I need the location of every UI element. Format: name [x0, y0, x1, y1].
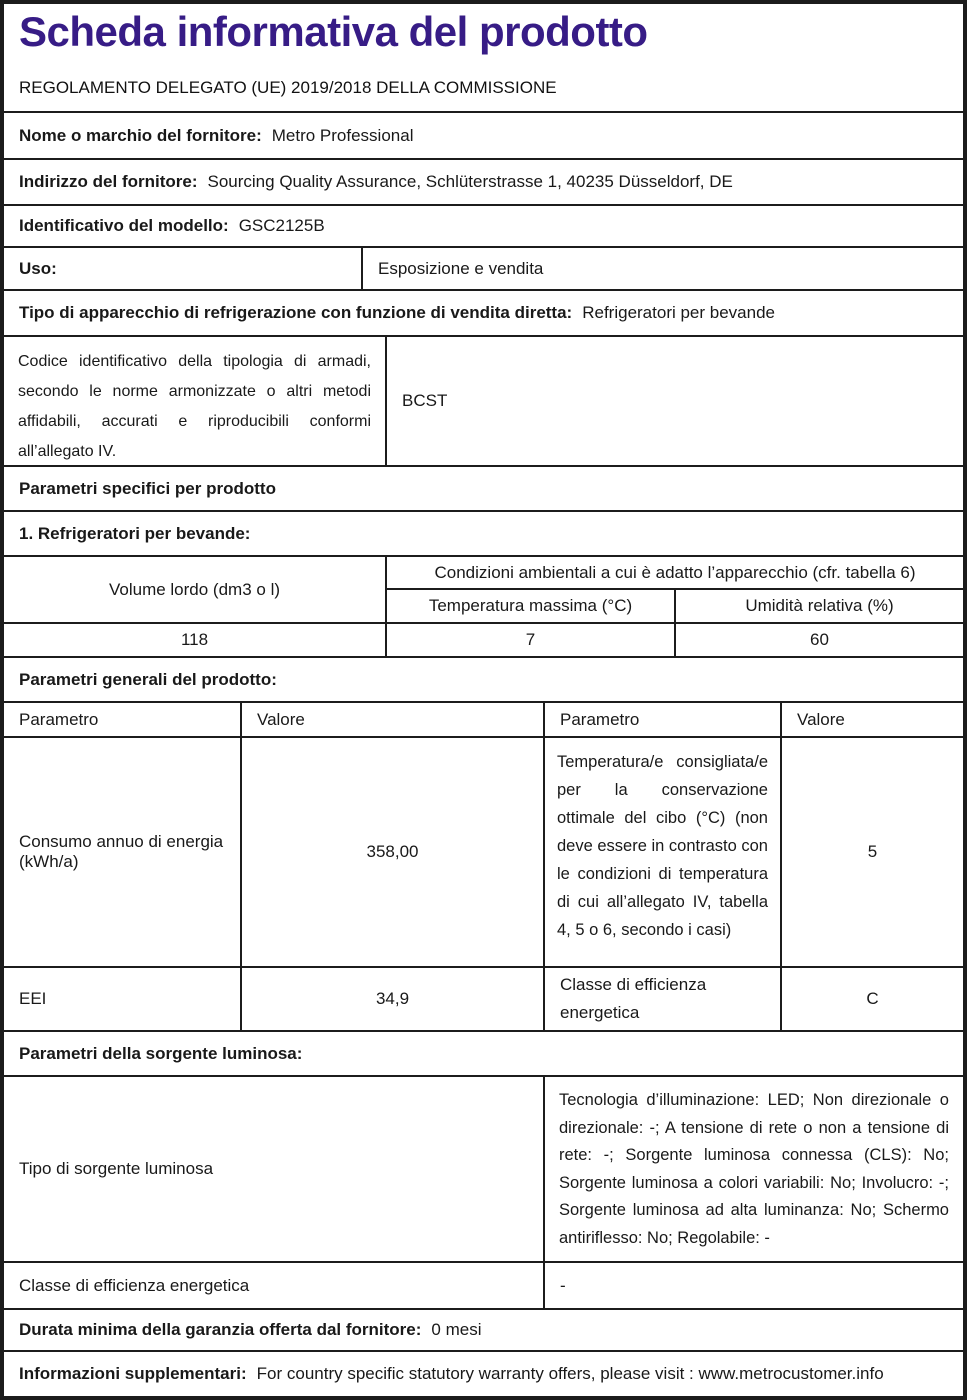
- light-class-value-cell: [545, 1263, 963, 1308]
- section-general-parameters-title: Parametri generali del prodotto:: [19, 669, 277, 689]
- supplier-name-value: Metro Professional: [271, 125, 414, 145]
- col-header-param1-label: Parametro: [19, 709, 99, 729]
- document-header: [4, 4, 963, 113]
- recommended-temp-param-cell: [545, 738, 782, 966]
- page-title: Scheda informativa del prodotto: [19, 8, 648, 55]
- row-supplier-address: [4, 160, 963, 206]
- eei-value: 34,9: [375, 989, 410, 1008]
- conditions-header-group: [387, 557, 963, 622]
- row-model-id: [4, 206, 963, 248]
- temp-value-cell: [387, 624, 676, 656]
- temp-header-cell: [387, 590, 676, 622]
- col-header-value2-label: Valore: [797, 709, 845, 729]
- section-beverage-coolers-title: 1. Refrigeratori per bevande:: [19, 523, 251, 543]
- warranty-value: 0 mesi: [431, 1320, 482, 1339]
- section-general-parameters: [4, 658, 963, 703]
- warranty-label: Durata minima della garanzia offerta dal fornitore:: [19, 1320, 422, 1339]
- row-warranty: [4, 1310, 963, 1352]
- row-supplier-name: [4, 113, 963, 160]
- section-light-source-title: Parametri della sorgente luminosa:: [19, 1043, 303, 1063]
- conditions-subheaders: [387, 590, 963, 622]
- light-type-value: Tecnologia d’illuminazione: LED; Non direzionale o direzionale: -; A tensione di rete o non a tensione di rete: -; Sorgente luminosa connessa (CLS): No; Sorgente luminosa a colori variabili: No; Involucro: -; Sorgente luminosa ad alta luminanza: No; Schermo antiriflesso: No; Regolabile: -: [559, 1091, 949, 1247]
- row-light-energy-class: [4, 1263, 963, 1310]
- col-header-param1: [4, 703, 242, 736]
- volume-value-cell: [4, 624, 387, 656]
- light-class-label: Classe di efficienza energetica: [19, 1275, 250, 1295]
- general-table-row-energy: [4, 738, 963, 968]
- col-header-value1: [242, 703, 545, 736]
- appliance-type-value: Refrigeratori per bevande: [582, 303, 775, 322]
- eei-value-cell: [242, 968, 545, 1030]
- use-value-cell: [363, 248, 963, 289]
- section-product-specific-title: Parametri specifici per prodotto: [19, 478, 276, 498]
- energy-class-param-cell: [545, 968, 782, 1030]
- recommended-temp-param: Temperatura/e consigliata/e per la conservazione ottimale del cibo (°C) (non deve essere in contrasto con le condizioni di temperatura di cui all’allegato IV, tabella 4, 5 o 6, secondo i casi): [557, 753, 768, 939]
- row-cabinet-code: [4, 337, 963, 467]
- conditions-header: Condizioni ambientali a cui è adatto l’apparecchio (cfr. tabella 6): [434, 562, 916, 582]
- col-header-param2: [545, 703, 782, 736]
- use-label: Uso:: [19, 258, 57, 278]
- energy-class-param: Classe di efficienza energetica: [560, 975, 707, 1022]
- supplier-name-label: Nome o marchio del fornitore:: [19, 125, 262, 145]
- section-beverage-coolers: [4, 512, 963, 557]
- humidity-header: Umidità relativa (%): [745, 596, 894, 615]
- energy-param-cell: [4, 738, 242, 966]
- light-class-value: -: [560, 1275, 566, 1295]
- regulation-subtitle: REGOLAMENTO DELEGATO (UE) 2019/2018 DELLA COMMISSIONE: [19, 78, 557, 97]
- section-product-specific: [4, 467, 963, 512]
- volume-value: 118: [180, 630, 209, 649]
- temp-value: 7: [525, 630, 536, 649]
- model-id-label: Identificativo del modello:: [19, 216, 229, 235]
- light-type-label-cell: [4, 1077, 545, 1261]
- cabinet-code-value-cell: [387, 337, 963, 465]
- volume-header-cell: [4, 557, 387, 622]
- energy-class-value-cell: [782, 968, 963, 1030]
- humidity-value: 60: [810, 630, 829, 649]
- cabinet-code-label: Codice identificativo della tipologia di armadi, secondo le norme armonizzate o altri metodi affidabili, accurati e riproducibili conformi all’allegato IV.: [18, 353, 371, 460]
- volume-table-values: [4, 624, 963, 658]
- eei-param: EEI: [19, 989, 47, 1008]
- supplementary-info-label: Informazioni supplementari:: [19, 1364, 247, 1383]
- section-light-source: [4, 1032, 963, 1077]
- col-header-param2-label: Parametro: [560, 709, 640, 729]
- volume-header: Volume lordo (dm3 o l): [108, 579, 281, 599]
- use-value: Esposizione e vendita: [378, 258, 544, 278]
- appliance-type-label: Tipo di apparecchio di refrigerazione con funzione di vendita diretta:: [19, 303, 573, 322]
- light-type-label: Tipo di sorgente luminosa: [19, 1159, 214, 1178]
- model-id-value: GSC2125B: [238, 216, 325, 235]
- supplier-address-value: Sourcing Quality Assurance, Schlüterstrasse 1, 40235 Düsseldorf, DE: [207, 172, 733, 191]
- row-supplementary-info: [4, 1352, 963, 1396]
- energy-value-cell: [242, 738, 545, 966]
- cabinet-code-value: BCST: [402, 391, 448, 410]
- energy-param: Consumo annuo di energia (kWh/a): [19, 832, 224, 871]
- humidity-header-cell: [676, 590, 963, 622]
- conditions-header-cell: [387, 557, 963, 590]
- energy-value: 358,00: [366, 842, 419, 861]
- light-type-value-cell: [545, 1077, 963, 1261]
- col-header-value2: [782, 703, 963, 736]
- cabinet-code-label-cell: [4, 337, 387, 465]
- general-table-row-eei: [4, 968, 963, 1032]
- col-header-value1-label: Valore: [257, 709, 305, 729]
- light-class-label-cell: [4, 1263, 545, 1308]
- temp-header: Temperatura massima (°C): [428, 596, 633, 615]
- humidity-value-cell: [676, 624, 963, 656]
- use-label-cell: [4, 248, 363, 289]
- eei-param-cell: [4, 968, 242, 1030]
- general-table-header: [4, 703, 963, 738]
- volume-table-header: [4, 557, 963, 624]
- row-appliance-type: [4, 291, 963, 337]
- supplementary-info-value: For country specific statutory warranty offers, please visit : www.metrocustomer.info: [256, 1364, 884, 1383]
- recommended-temp-value-cell: [782, 738, 963, 966]
- energy-class-value: C: [866, 989, 879, 1008]
- supplier-address-label: Indirizzo del fornitore:: [19, 172, 198, 191]
- row-use: [4, 248, 963, 291]
- row-light-source-type: [4, 1077, 963, 1263]
- recommended-temp-value: 5: [867, 842, 878, 861]
